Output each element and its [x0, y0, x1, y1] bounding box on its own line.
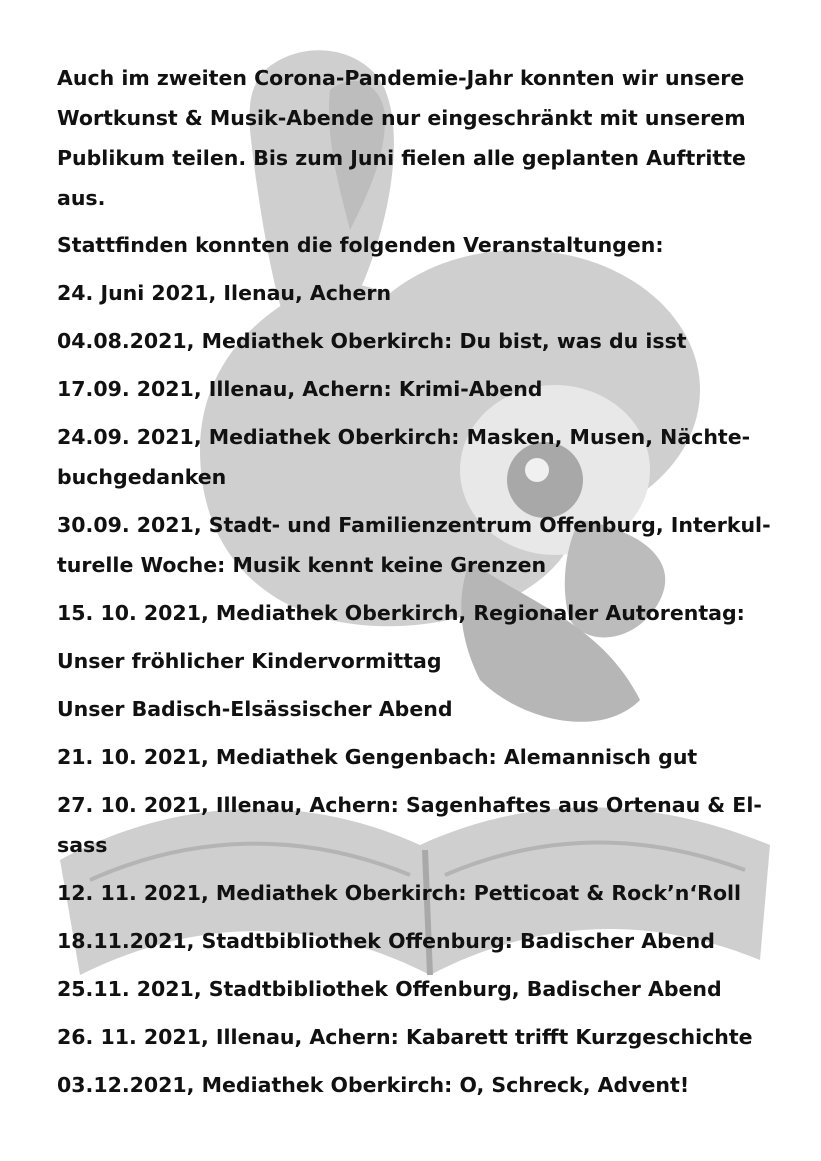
list-item: 18.11.2021, Stadtbibliothek Offenburg: Badischer Abend: [57, 929, 715, 953]
list-item: 30.09. 2021, Stadt- und Familienzentrum Offenburg, Interkul-turelle Woche: Musik kennt keine Grenzen: [57, 513, 771, 577]
list-item: 12. 11. 2021, Mediathek Oberkirch: Petticoat & Rock’n‘Roll: [57, 881, 742, 905]
events-lead: Stattfinden konnten die folgenden Veranstaltungen:: [57, 233, 664, 257]
events-list: [57, 273, 777, 1105]
list-item: 24. Juni 2021, Ilenau, Achern: [57, 281, 392, 305]
list-item: 21. 10. 2021, Mediathek Gengenbach: Alemannisch gut: [57, 745, 698, 769]
list-item: Unser fröhlicher Kindervormittag: [57, 649, 442, 673]
list-item: 17.09. 2021, Illenau, Achern: Krimi-Abend: [57, 377, 543, 401]
list-item: 03.12.2021, Mediathek Oberkirch: O, Schreck, Advent!: [57, 1073, 690, 1097]
list-item: 25.11. 2021, Stadtbibliothek Offenburg, Badischer Abend: [57, 977, 722, 1001]
list-item: 27. 10. 2021, Illenau, Achern: Sagenhaftes aus Ortenau & El-sass: [57, 793, 762, 857]
intro-paragraph: Auch im zweiten Corona-Pandemie-Jahr konnten wir unsere Wortkunst & Musik-Abende nur eingeschränkt mit unserem Publikum teilen. Bis zum Juni fielen alle geplanten Auftritte aus.: [57, 66, 746, 210]
list-item: 04.08.2021, Mediathek Oberkirch: Du bist, was du isst: [57, 329, 687, 353]
list-item: 24.09. 2021, Mediathek Oberkirch: Masken, Musen, Nächte-buchgedanken: [57, 425, 751, 489]
list-item: 15. 10. 2021, Mediathek Oberkirch, Regionaler Autorentag:: [57, 601, 745, 625]
document-body: [57, 58, 777, 1113]
list-item: Unser Badisch-Elsässischer Abend: [57, 697, 453, 721]
list-item: 26. 11. 2021, Illenau, Achern: Kabarett trifft Kurzgeschichte: [57, 1025, 753, 1049]
